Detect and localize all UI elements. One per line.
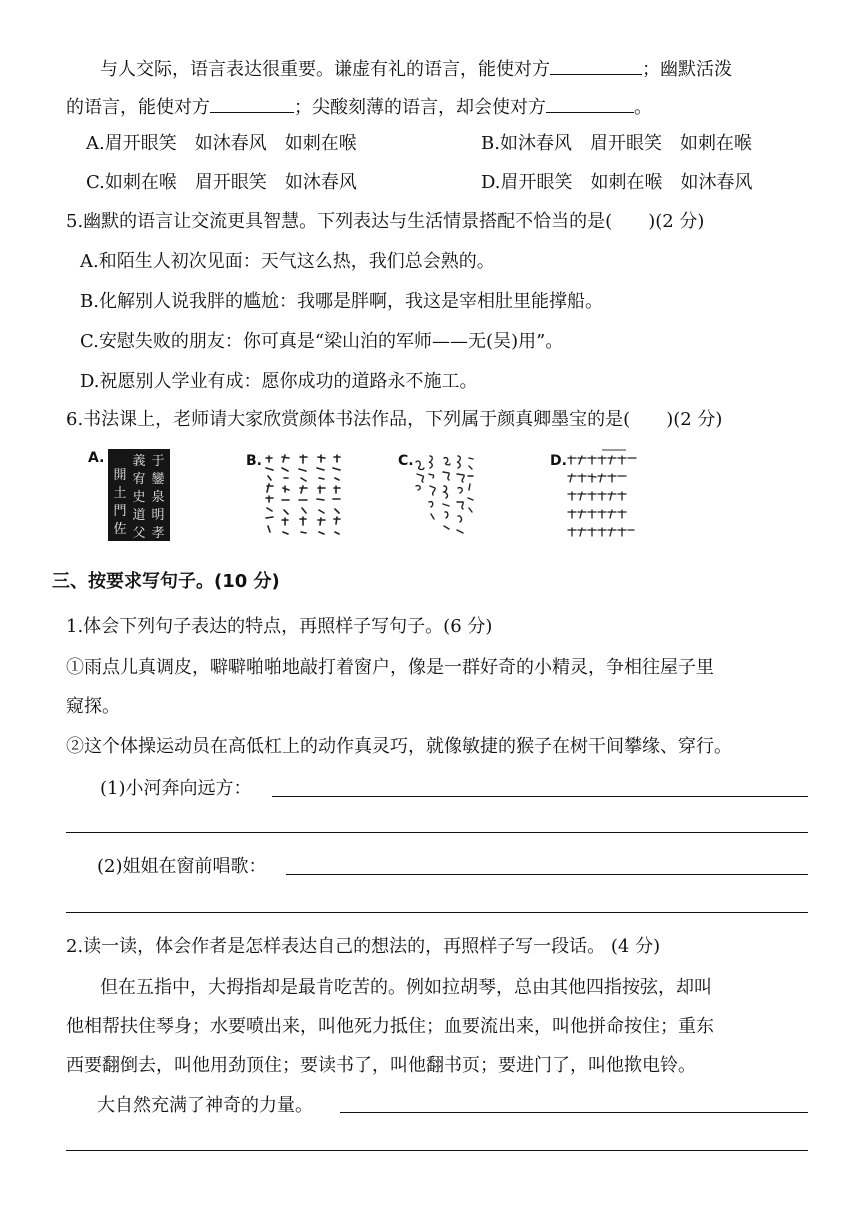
q5-option-c[interactable]: C.安慰失败的朋友：你可真是“梁山泊的军师——无(吴)用”。 (80, 331, 564, 352)
answer-line-3a[interactable] (340, 1112, 808, 1113)
svg-text:佐: 佐 (113, 522, 127, 537)
q6-option-b-label[interactable]: B. (246, 453, 262, 469)
q4-intro-text: 与人交际，语言表达很重要。谦虚有礼的语言，能使对方 (100, 59, 550, 80)
answer-line-2a[interactable] (286, 874, 808, 875)
q4-intro-text: 的语言，能使对方 (66, 97, 210, 118)
q4-option-d[interactable]: D.眉开眼笑 如刺在喉 如沐春风 (481, 172, 753, 193)
q5-option-a[interactable]: A.和陌生人初次见面：天气这么热，我们总会熟的。 (80, 251, 495, 272)
svg-text:孝: 孝 (151, 526, 165, 541)
q4-option-a[interactable]: A.眉开眼笑 如沐春风 如刺在喉 (86, 133, 357, 154)
svg-text:于: 于 (151, 454, 165, 469)
calligraphy-image-d[interactable] (566, 448, 638, 540)
s3-q1-prompt-2: (2)姐姐在窗前唱歌： (97, 856, 267, 877)
answer-line-1b[interactable] (66, 832, 808, 833)
section-3-title: 三、按要求写句子。(10 分) (52, 571, 280, 592)
svg-text:門: 門 (113, 504, 127, 519)
q4-blank-2[interactable] (210, 94, 294, 113)
q5-option-b[interactable]: B.化解别人说我胖的尴尬：我哪是胖啊，我这是宰相肚里能撑船。 (80, 291, 603, 312)
q4-intro-line1 (100, 56, 732, 82)
svg-text:鑾: 鑾 (151, 472, 165, 487)
svg-text:開: 開 (113, 468, 127, 483)
answer-line-1a[interactable] (272, 796, 808, 797)
svg-text:史: 史 (132, 490, 146, 505)
s3-q2-prompt: 大自然充满了神奇的力量。 (97, 1095, 313, 1116)
svg-text:土: 土 (113, 486, 127, 501)
s3-q2-para-line2: 他相帮扶住琴身；水要喷出来，叫他死力抵住；血要流出来，叫他拼命按住；重东 (66, 1016, 714, 1037)
q4-option-b[interactable]: B.如沐春风 眉开眼笑 如刺在喉 (481, 133, 752, 154)
svg-text:義: 義 (132, 454, 146, 469)
answer-line-2b[interactable] (66, 912, 808, 913)
s3-q1-example2: ②这个体操运动员在高低杠上的动作真灵巧，就像敏捷的猴子在树干间攀缘、穿行。 (66, 736, 732, 757)
q4-option-c[interactable]: C.如刺在喉 眉开眼笑 如沐春风 (86, 172, 357, 193)
svg-text:泉: 泉 (151, 490, 165, 505)
svg-text:宥: 宥 (132, 472, 146, 487)
s3-q1-prompt-1: (1)小河奔向远方： (100, 778, 252, 799)
q4-blank-3[interactable] (546, 94, 634, 113)
svg-text:道: 道 (132, 508, 146, 523)
calligraphy-image-a[interactable] (108, 449, 170, 541)
q5-option-d[interactable]: D.祝愿别人学业有成：愿你成功的道路永不施工。 (80, 371, 478, 392)
q6-option-d-label[interactable]: D. (550, 453, 567, 469)
q6-option-a-label[interactable]: A. (88, 450, 105, 466)
s3-q1-example1-line1: ①雨点儿真调皮，噼噼啪啪地敲打着窗户，像是一群好奇的小精灵，争相往屋子里 (66, 657, 714, 678)
s3-q2-para-line3: 西要翻倒去，叫他用劲顶住；要读书了，叫他翻书页；要进门了，叫他揿电铃。 (66, 1055, 696, 1076)
svg-text:父: 父 (132, 526, 146, 541)
s3-q2-para-line1: 但在五指中，大拇指却是最肯吃苦的。例如拉胡琴，总由其他四指按弦，却叫 (100, 977, 712, 998)
calligraphy-image-c[interactable] (412, 452, 474, 548)
s3-q1-stem: 1.体会下列句子表达的特点，再照样子写句子。(6 分) (66, 616, 493, 637)
calligraphy-image-b[interactable] (262, 452, 342, 544)
answer-line-3b[interactable] (66, 1150, 808, 1151)
q4-intro-line2 (66, 94, 652, 120)
q4-intro-text: ；幽默活泼 (642, 59, 732, 80)
q4-intro-text: 。 (634, 97, 652, 118)
q6-stem: 6.书法课上，老师请大家欣赏颜体书法作品，下列属于颜真卿墨宝的是( )(2 分) (66, 409, 723, 430)
q4-blank-1[interactable] (550, 56, 642, 75)
s3-q2-stem: 2.读一读，体会作者是怎样表达自己的想法的，再照样子写一段话。 (4 分) (66, 936, 661, 957)
q6-option-c-label[interactable]: C. (398, 453, 414, 469)
s3-q1-example1-line2: 窥探。 (66, 696, 120, 717)
q4-intro-text: ；尖酸刻薄的语言，却会使对方 (294, 97, 546, 118)
q5-stem: 5.幽默的语言让交流更具智慧。下列表达与生活情景搭配不恰当的是( )(2 分) (66, 211, 705, 232)
svg-text:明: 明 (151, 508, 165, 523)
